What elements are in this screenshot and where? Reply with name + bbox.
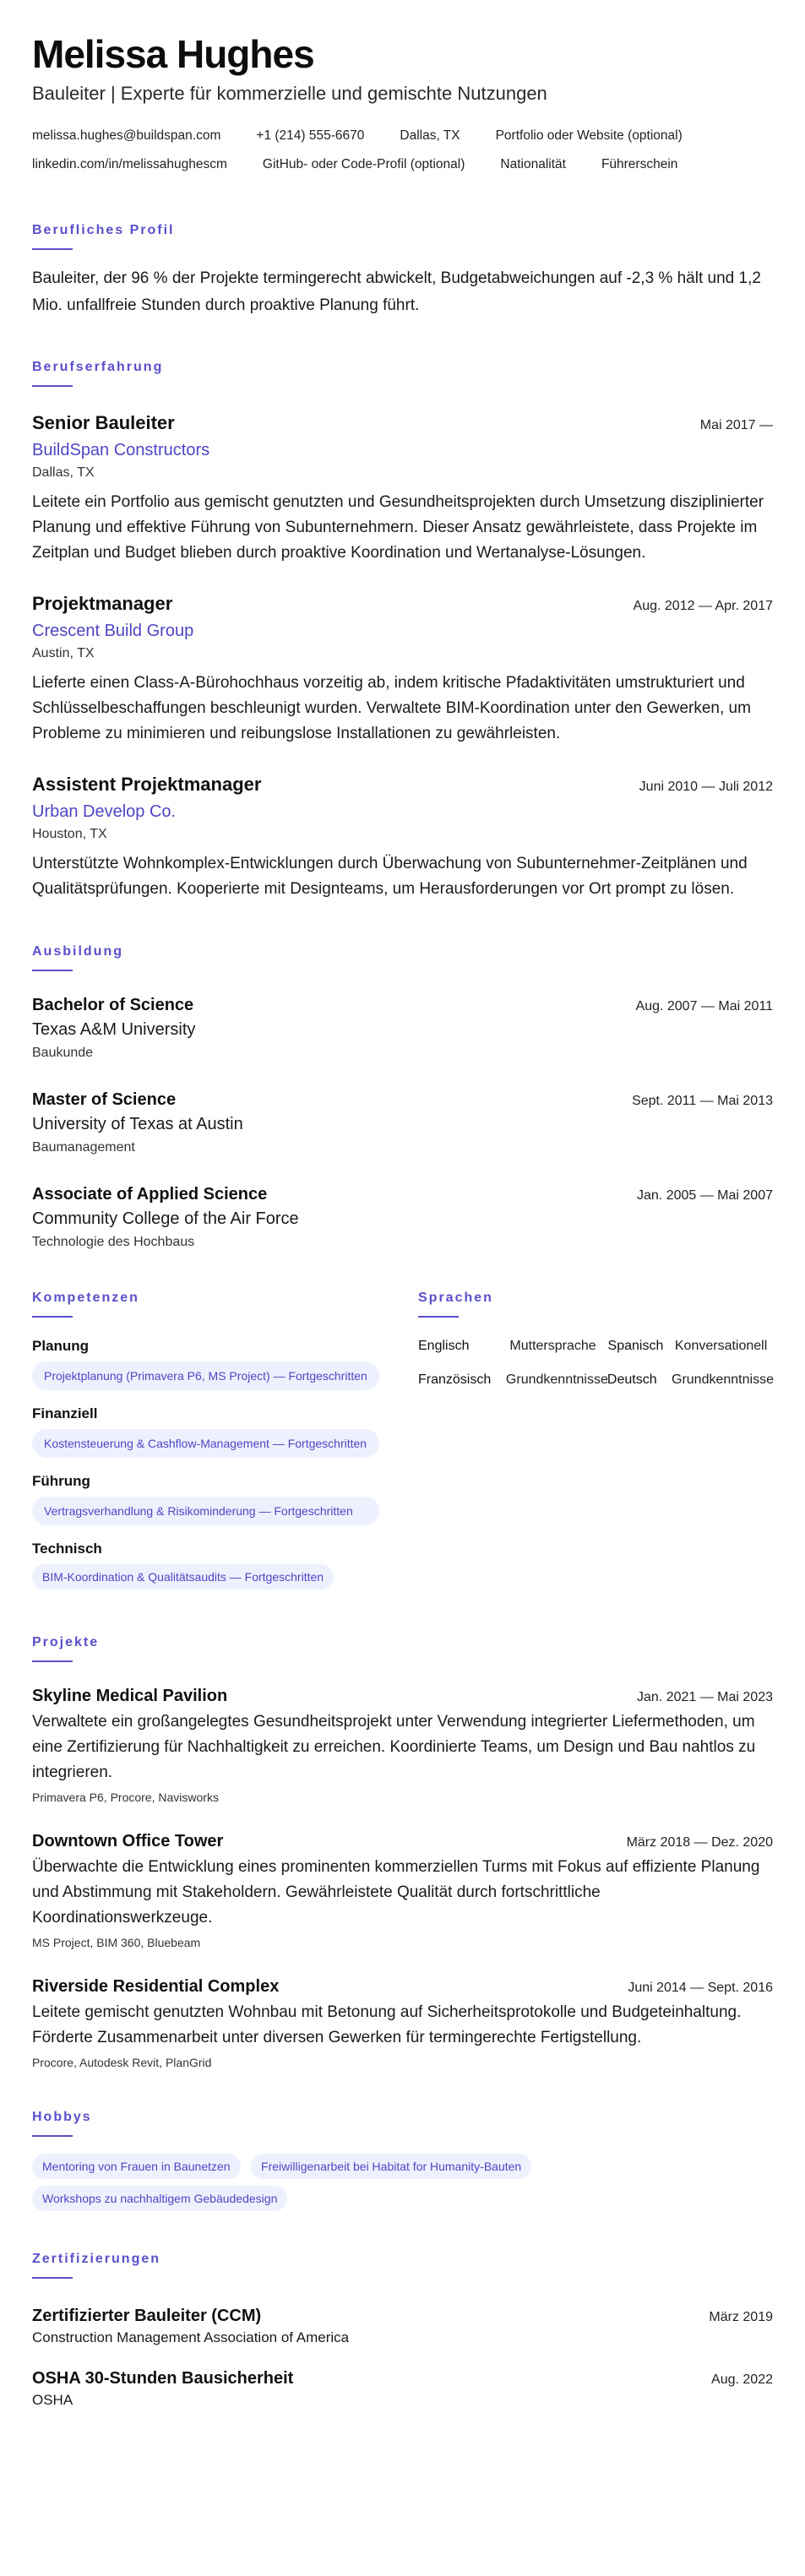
contact-github[interactable]: GitHub- oder Code-Profil (optional) xyxy=(262,157,465,171)
contact-list xyxy=(32,122,773,179)
job-description: Unterstützte Wohnkomplex-Entwicklungen durch Überwachung von Subunternehmer-Zeitplänen und Qualitätsprüfungen. Kooperierte mit Designteams, um Herausforderungen vor Ort prompt zu lösen. xyxy=(32,855,748,898)
job-dates: Juni 2010 — Juli 2012 xyxy=(639,780,773,794)
language-row xyxy=(418,1363,773,1397)
project-item xyxy=(32,1975,773,2073)
education-section xyxy=(32,944,773,1253)
skill-group xyxy=(32,1473,386,1525)
skill-group xyxy=(32,1541,386,1596)
job-description: Lieferte einen Class-A-Bürohochhaus vorzeitig ab, indem kritische Pfadaktivitäten umstrukturiert und Schlüsselbeschaffungen beschleunigt wurden. Verwaltete BIM-Koordination unter den Gewerken, um Probleme zu minimieren und reibungslose Installationen zu gewährleisten. xyxy=(32,674,751,742)
project-dates: März 2018 — Dez. 2020 xyxy=(626,1835,773,1850)
certification-item xyxy=(32,2367,773,2410)
skill-category: Führung xyxy=(32,1473,90,1489)
skill-category: Planung xyxy=(32,1338,90,1354)
project-technologies: Primavera P6, Procore, Navisworks xyxy=(32,1791,219,1804)
hobby-list xyxy=(32,2154,773,2218)
degree-title: Master of Science xyxy=(32,1090,177,1109)
profile-text: Bauleiter, der 96 % der Projekte termingerecht abwickelt, Budgetabweichungen auf -2,3 % hält und 1,2 Mio. unfallfreie Stunden durch proaktive Planung führt. xyxy=(32,269,761,314)
candidate-name: Melissa Hughes xyxy=(32,32,314,76)
language-name: Französisch xyxy=(418,1372,492,1387)
education-dates: Sept. 2011 — Mai 2013 xyxy=(632,1094,773,1108)
section-divider xyxy=(32,2135,73,2137)
certification-date: Aug. 2022 xyxy=(711,2372,773,2387)
certifications-section xyxy=(32,2252,773,2410)
language-name: Spanisch xyxy=(607,1339,664,1353)
section-title: Berufliches Profil xyxy=(32,223,175,237)
contact-location: Dallas, TX xyxy=(400,128,460,143)
project-description: Verwaltete ein großangelegtes Gesundheitsprojekt unter Verwendung integrierter Liefermethoden, um eine Zertifizierung für Nachhaltigkeit zu erreichen. Koordinierte Teams, um Design und Bau nahtlos zu integrieren. xyxy=(32,1713,756,1781)
project-technologies: MS Project, BIM 360, Bluebeam xyxy=(32,1936,201,1949)
experience-item xyxy=(32,772,773,902)
job-description: Leitete ein Portfolio aus gemischt genutzten und Gesundheitsprojekten durch Umsetzung disziplinierter Planung und effektive Führung von Subunternehmern. Dieser Ansatz gewährleistete, dass Projekte im Zeitplan und Budget blieben durch proaktive Koordination und Wertanalyse-Lösungen. xyxy=(32,493,764,562)
skills-section xyxy=(32,1291,386,1596)
section-title: Ausbildung xyxy=(32,944,123,959)
language-name: Deutsch xyxy=(606,1372,657,1387)
study-field: Baumanagement xyxy=(32,1140,135,1155)
languages-section xyxy=(418,1291,773,1596)
contact-portfolio[interactable]: Portfolio oder Website (optional) xyxy=(495,128,683,143)
study-field: Technologie des Hochbaus xyxy=(32,1235,195,1249)
education-dates: Jan. 2005 — Mai 2007 xyxy=(637,1188,773,1203)
job-company: Urban Develop Co. xyxy=(32,802,177,821)
education-dates: Aug. 2007 — Mai 2011 xyxy=(635,999,773,1014)
job-company: Crescent Build Group xyxy=(32,622,194,640)
language-level: Grundkenntnisse xyxy=(672,1372,774,1387)
language-level: Grundkenntnisse xyxy=(505,1372,608,1387)
education-item xyxy=(32,993,773,1064)
language-name: Englisch xyxy=(418,1339,470,1353)
experience-item xyxy=(32,410,773,566)
certification-date: März 2019 xyxy=(709,2310,773,2324)
section-divider xyxy=(32,385,73,387)
hobby-chip: Mentoring von Frauen in Baunetzen xyxy=(32,2154,241,2179)
skills-languages-row xyxy=(32,1291,773,1596)
hobby-chip: Workshops zu nachhaltigem Gebäudedesign xyxy=(32,2186,287,2211)
study-field: Baukunde xyxy=(32,1046,94,1060)
hobby-chip: Freiwilligenarbeit bei Habitat for Humanity-Bauten xyxy=(251,2154,531,2179)
contact-nationality: Nationalität xyxy=(500,157,566,171)
section-title: Hobbys xyxy=(32,2110,92,2124)
section-divider xyxy=(32,1316,73,1318)
section-title: Berufserfahrung xyxy=(32,360,164,374)
job-location: Dallas, TX xyxy=(32,465,95,480)
contact-linkedin[interactable]: linkedin.com/in/melissahughescm xyxy=(32,157,227,171)
job-company: BuildSpan Constructors xyxy=(32,441,210,459)
project-dates: Juni 2014 — Sept. 2016 xyxy=(628,1981,773,1995)
language-level: Muttersprache xyxy=(509,1339,596,1353)
certification-name: OSHA 30-Stunden Bausicherheit xyxy=(32,2369,294,2388)
section-divider xyxy=(32,970,73,971)
school-name: Texas A&M University xyxy=(32,1020,196,1039)
school-name: Community College of the Air Force xyxy=(32,1209,299,1228)
project-description: Überwachte die Entwicklung eines prominenten kommerziellen Turms mit Fokus auf effiziente Planung und Abstimmung mit Stakeholdern. Gewährleistete Qualität durch fortschrittliche Koordinationswerkzeuge. xyxy=(32,1858,760,1927)
degree-title: Bachelor of Science xyxy=(32,996,194,1014)
certification-issuer: OSHA xyxy=(32,2392,73,2408)
degree-title: Associate of Applied Science xyxy=(32,1185,268,1204)
section-title: Zertifizierungen xyxy=(32,2252,161,2266)
project-name: Skyline Medical Pavilion xyxy=(32,1687,228,1705)
certification-item xyxy=(32,2304,773,2348)
project-description: Leitete gemischt genutzten Wohnbau mit Betonung auf Sicherheitsprotokolle und Budgeteinhaltung. Förderte Zusammenarbeit unter diversen Gewerken für termingerechte Fertigstellung. xyxy=(32,2003,742,2046)
skill-chip: BIM-Koordination & Qualitätsaudits — Fortgeschritten xyxy=(32,1564,334,1590)
certification-issuer: Construction Management Association of America xyxy=(32,2329,350,2345)
school-name: University of Texas at Austin xyxy=(32,1115,243,1133)
section-divider xyxy=(32,248,73,250)
skill-group xyxy=(32,1338,386,1390)
skill-group xyxy=(32,1405,386,1458)
contact-phone[interactable]: +1 (214) 555-6670 xyxy=(256,128,365,143)
certification-name: Zertifizierter Bauleiter (CCM) xyxy=(32,2307,262,2325)
job-location: Houston, TX xyxy=(32,827,107,841)
education-item xyxy=(32,1088,773,1159)
job-dates: Mai 2017 — xyxy=(699,418,773,432)
education-item xyxy=(32,1182,773,1253)
projects-section xyxy=(32,1635,773,2073)
skill-category: Finanziell xyxy=(32,1405,98,1421)
job-title: Projektmanager xyxy=(32,593,173,614)
skill-chip: Kostensteuerung & Cashflow-Management — Fortgeschritten xyxy=(32,1429,379,1458)
project-dates: Jan. 2021 — Mai 2023 xyxy=(637,1690,773,1704)
job-title: Assistent Projektmanager xyxy=(32,774,262,795)
contact-drivers-license: Führerschein xyxy=(601,157,678,171)
skill-chip: Vertragsverhandlung & Risikominderung — Fortgeschritten xyxy=(32,1497,379,1525)
experience-section xyxy=(32,360,773,902)
job-title: Senior Bauleiter xyxy=(32,412,175,433)
project-name: Riverside Residential Complex xyxy=(32,1977,280,1996)
section-title: Sprachen xyxy=(418,1291,493,1305)
candidate-headline: Bauleiter | Experte für kommerzielle und gemischte Nutzungen xyxy=(32,83,547,104)
project-item xyxy=(32,1684,773,1807)
resume-header xyxy=(32,30,773,179)
section-title: Projekte xyxy=(32,1635,100,1649)
language-level: Konversationell xyxy=(674,1339,768,1353)
section-divider xyxy=(32,2277,73,2279)
section-divider xyxy=(32,1660,73,1662)
hobbies-section xyxy=(32,2110,773,2218)
job-location: Austin, TX xyxy=(32,646,95,660)
experience-item xyxy=(32,591,773,747)
profile-section xyxy=(32,223,773,319)
contact-email[interactable]: melissa.hughes@buildspan.com xyxy=(32,128,221,143)
section-divider xyxy=(418,1316,459,1318)
project-technologies: Procore, Autodesk Revit, PlanGrid xyxy=(32,2056,212,2069)
project-name: Downtown Office Tower xyxy=(32,1832,224,1850)
section-title: Kompetenzen xyxy=(32,1291,139,1305)
skill-chip: Projektplanung (Primavera P6, MS Project) — Fortgeschritten xyxy=(32,1361,379,1390)
job-dates: Aug. 2012 — Apr. 2017 xyxy=(633,599,773,613)
skill-category: Technisch xyxy=(32,1541,102,1557)
language-row xyxy=(418,1329,773,1363)
project-item xyxy=(32,1829,773,1953)
